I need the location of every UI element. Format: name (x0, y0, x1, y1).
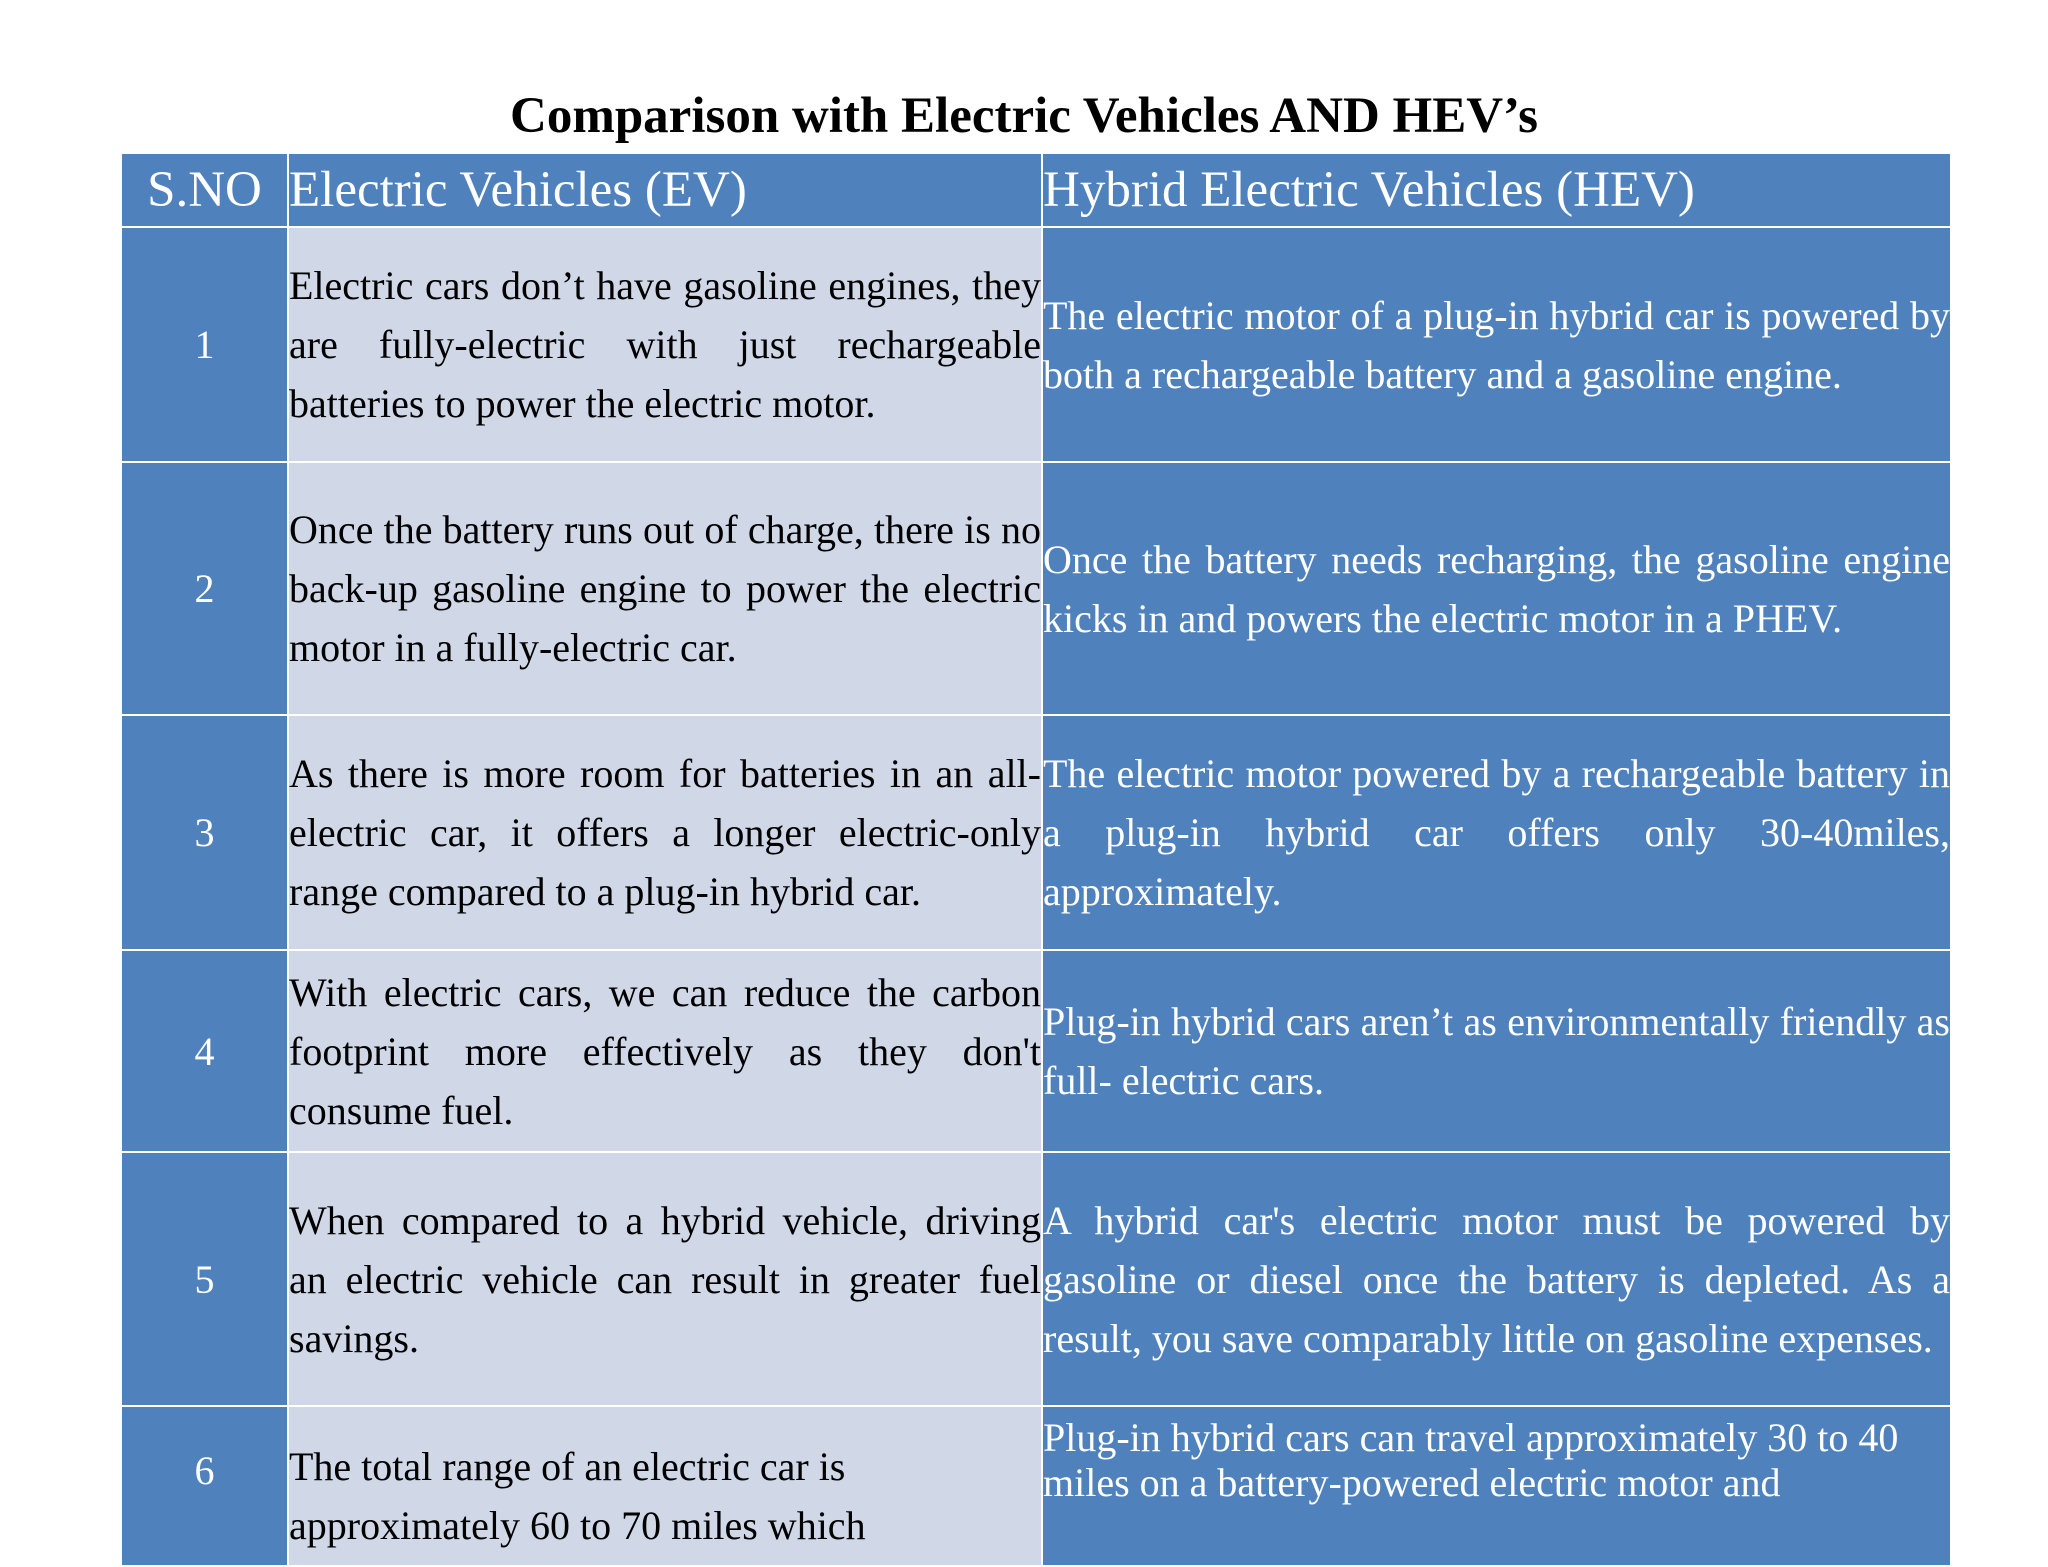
hev-cell: The electric motor of a plug-in hybrid car is powered by both a rechargeable battery and a gasoline engine. (1042, 227, 1951, 462)
table-row (121, 1406, 1951, 1566)
table-row (121, 950, 1951, 1152)
ev-cell: Electric cars don’t have gasoline engines, they are fully-electric with just rechargeable batteries to power the electric motor. (288, 227, 1042, 462)
comparison-table (120, 152, 1952, 1567)
row-number: 4 (121, 950, 288, 1152)
table-row (121, 462, 1951, 715)
header-ev: Electric Vehicles (EV) (288, 153, 1042, 227)
hev-cell: A hybrid car's electric motor must be powered by gasoline or diesel once the battery is depleted. As a result, you save comparably little on gasoline expenses. (1042, 1152, 1951, 1406)
table-row (121, 1152, 1951, 1406)
hev-cell: The electric motor powered by a rechargeable battery in a plug-in hybrid car offers only 30-40miles, approximately. (1042, 715, 1951, 950)
table-row (121, 715, 1951, 950)
hev-cell: Once the battery needs recharging, the gasoline engine kicks in and powers the electric motor in a PHEV. (1042, 462, 1951, 715)
ev-cell: Once the battery runs out of charge, there is no back-up gasoline engine to power the electric motor in a fully-electric car. (288, 462, 1042, 715)
header-hev: Hybrid Electric Vehicles (HEV) (1042, 153, 1951, 227)
hev-cell: Plug-in hybrid cars can travel approximately 30 to 40 miles on a battery-powered electric motor and (1042, 1406, 1951, 1566)
row-number: 2 (121, 462, 288, 715)
ev-cell: When compared to a hybrid vehicle, driving an electric vehicle can result in greater fuel savings. (288, 1152, 1042, 1406)
hev-cell: Plug-in hybrid cars aren’t as environmentally friendly as full- electric cars. (1042, 950, 1951, 1152)
row-number: 5 (121, 1152, 288, 1406)
ev-cell: The total range of an electric car is approximately 60 to 70 miles which (288, 1406, 1042, 1566)
header-sno: S.NO (121, 153, 288, 227)
row-number: 3 (121, 715, 288, 950)
ev-cell: With electric cars, we can reduce the carbon footprint more effectively as they don't consume fuel. (288, 950, 1042, 1152)
row-number: 1 (121, 227, 288, 462)
table-row (121, 227, 1951, 462)
page-title: Comparison with Electric Vehicles AND HEV’s (510, 88, 1538, 144)
table-header-row (121, 153, 1951, 227)
ev-cell: As there is more room for batteries in an all-electric car, it offers a longer electric-only range compared to a plug-in hybrid car. (288, 715, 1042, 950)
row-number: 6 (121, 1406, 288, 1566)
